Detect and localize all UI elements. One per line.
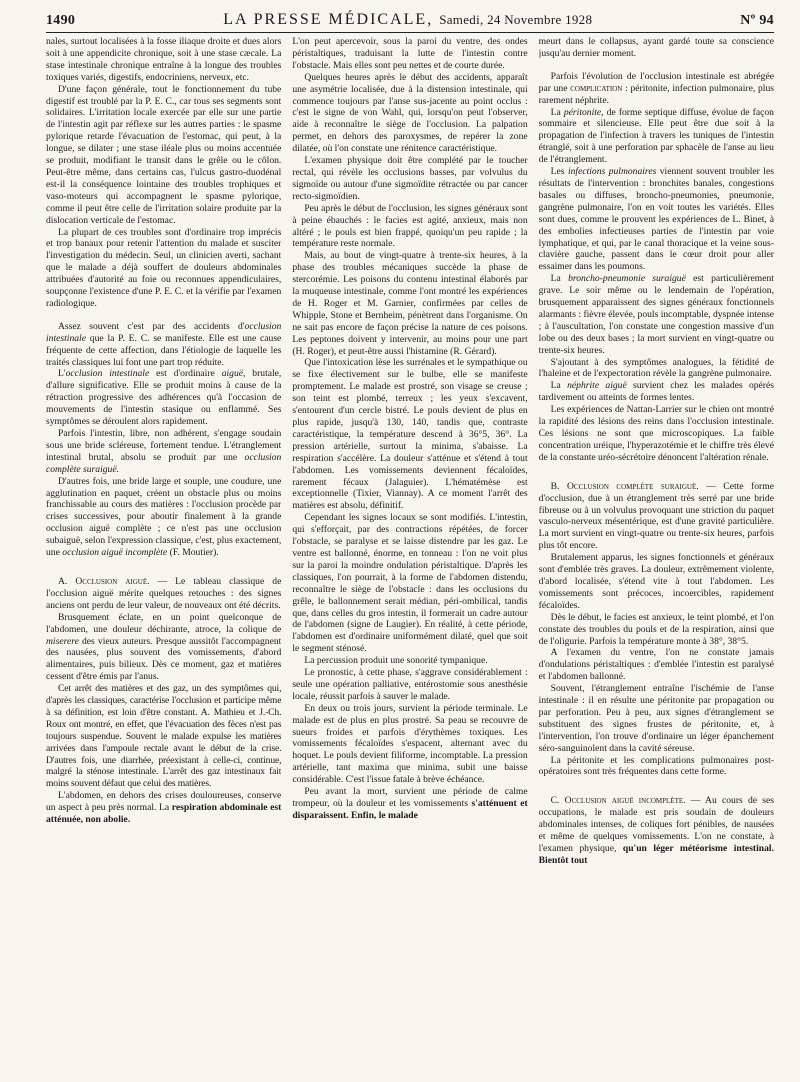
emphasis: occlusion intestinale (46, 320, 282, 344)
emphasis: occlusion intestinale (65, 368, 150, 380)
paragraph: Les expériences de Nattan-Larrier sur le chien ont montré la rapidité des lésions des reins dans l'occlusion intestinale. Ces lésions ne sont que microscopiques. La faible concentration uréique, l'hyperazotémie et le chiffre très élevé de la constante uréo-sécrétoire dénoncent l'altération rénale. (538, 404, 774, 463)
paragraph: D'une façon générale, tout le fonctionnement du tube digestif est troublé par la P. E. C., car tous ses segments sont solidaires. L'irritation locale exercée par elle sur une partie de l'intestin agit par réflexe sur les autres parties : le spasme pylorique retarde l'évacuation de l'estomac, qui peut, à la longue, se dilater ; une stase iléale plus ou moins accentuée se produit, modifiant le transit dans le grêle ou le côlon. Peut-être même, dans certains cas, l'ulcus gastro-duodénal est-il la conséquence lointaine des troubles trophiques et vaso-moteurs qui accompagnent le spasme pylorique, comme il peut être celle de l'irritation solaire produite par la dislocation verticale de l'estomac. (46, 83, 282, 226)
paragraph (46, 476, 281, 559)
section-a-intro (46, 576, 281, 612)
paragraph (539, 273, 774, 356)
paragraph: Mais, au bout de vingt-quatre à trente-six heures, à la phase des troubles mécaniques succède la phase de stercorémie. Les poisons du contenu intestinal élaborés par la muqueuse intestinale, comme l'ont montré les expériences de H. Roger et M. Garnier, confirmées par celles de Whipple, Stone et Bernheim, pénètrent dans l'organisme. On ne sait pas encore de façon précise la nature de ces poisons. Les peptones doivent y intervenir, au moins pour une part (H. Roger), et peut-être aussi l'histamine (R. Gérard). (292, 250, 528, 357)
text: est particulièrement grave. Le soir même ou le lendemain de l'opération, brusquement apparaissent des signes généraux fonctionnels alarmants : fièvre élevée, pouls incomptable, dyspnée intense ; à l'auscultation, l'on constate une congestion massive d'un lobe ou des deux bases ; la mort survient en vingt-quatre ou trente-six heures. (538, 273, 774, 356)
text: (F. Moutier). (167, 547, 219, 559)
paragraph (46, 428, 281, 476)
text: L' (58, 368, 66, 380)
text: survient chez les malades opérés tardivement ou atteints de formes lentes. (538, 380, 774, 404)
article-columns (46, 36, 774, 1078)
section-heading: A. Occlusion aiguë. (58, 575, 150, 587)
paragraph (292, 786, 527, 822)
text: Les (550, 166, 568, 178)
paragraph (539, 71, 774, 107)
paragraph: Brutalement apparus, les signes fonctionnels et généraux sont d'emblée très graves. La douleur, extrêmement violente, d'abord localisée, s'étend vite à tout l'abdomen. Les vomissements sont précoces, incoercibles, rapidement fécaloïdes. (538, 552, 774, 611)
journal-title-line (223, 11, 592, 32)
text: Peu avant la mort, survient une période de calme trompeur, où la douleur et les vomissements (292, 786, 528, 809)
emphasis: broncho-pneumonie suraiguë (568, 273, 686, 285)
paragraph (46, 612, 281, 683)
paragraph: S'ajoutant à des symptômes analogues, la fétidité de l'haleine et de l'expectoration révèle la gangrène pulmonaire. (538, 356, 774, 380)
text: Brusquement éclate, en un point quelconque de l'abdomen, une douleur déchirante, atroce, la colique de (46, 611, 282, 635)
running-header (46, 8, 774, 33)
text: — Au cours de ses occupations, le malade est pris soudain de douleurs abdominales intenses, de coliques fort pénibles, de nausées et même de quelques vomissements. L'on ne constate, à l'examen physique, (538, 795, 774, 854)
paragraph: Le pronostic, à cette phase, s'aggrave considérablement : seule une opération palliative, entérostomie sous anesthésie locale, réussit parfois à sauver le malade. (292, 667, 528, 702)
text: est d'ordinaire (149, 368, 222, 380)
emphasis: occlusion complète suraiguë. (46, 451, 282, 475)
section-heading: C. Occlusion aiguë incomplète. (550, 795, 686, 807)
paragraph (539, 166, 774, 273)
column-3 (539, 36, 774, 1078)
text: de forme septique diffuse, évolue de façon sommaire et silencieuse. Elle peut être due soit à la propagation de l'infection à travers les tuniques de l'intestin étranglé, soit à une perforation par sphacèle de l'anse au lieu de l'étranglement. (538, 106, 774, 166)
paragraph: L'examen physique doit être complété par le toucher rectal, qui révèle les occlusions basses, par volvulus du sigmoïde ou autour d'une sigmoïdite rétractée ou par cancer recto-sigmoïdien. (292, 155, 528, 202)
text: que la P. E. C. se manifeste. Elle est une cause fréquente de cette affection, dans l'étiologie de laquelle les traités classiques lui font une part trop réduite. (46, 332, 282, 368)
paragraph: L'on peut apercevoir, sous la paroi du ventre, des ondes péristaltiques, traduisant la lutte de l'intestin contre l'obstacle. Mais elles sont peu nettes et de courte durée. (292, 36, 528, 71)
text: D'autres fois, une bride large et souple, une coudure, une agglutination en paquet, créent un obstacle plus ou moins franchissable au cours des matières : l'occlusion procède par crises successives, pour aboutir finalement à la grande occlusion aiguë complète ; ce n'est pas une occlusion subaiguë, selon l'expression classique, c'est, plus exactement, une (46, 475, 282, 559)
bold-text: qu'un léger météorisme intestinal. Bientôt tout (538, 843, 774, 866)
emphasis: miserere (46, 635, 79, 647)
bold-text: respiration abdominale est atténuée, non abolie. (46, 802, 282, 826)
text: Assez souvent c'est par des accidents d' (58, 320, 245, 332)
paragraph: La plupart de ces troubles sont d'ordinaire trop imprécis et trop banaux pour retenir l'attention du malade et susciter l'investigation du médecin. Seul, un clinicien averti, sachant que le malade a déjà souffert de douleurs abdominales attribuées d'autorité au foie ou reconnues appendiculaires, soupçonne l'existence d'une P. E. C. et la vérifie par l'examen radiologique. (46, 226, 282, 309)
paragraph: La péritonite et les complications pulmonaires post-opératoires sont très fréquentes dans cette forme. (538, 754, 774, 778)
paragraph: Cet arrêt des matières et des gaz, un des symptômes qui, d'après les classiques, caractérise l'occlusion et participe même à sa définition, est loin d'être constant. A. Mathieu et J.-Ch. Roux ont montré, en effet, que l'évacuation des fèces n'est pas toujours suspendue. Souvent le malade expulse les matières arrivées dans l'ampoule rectale avant le début de la crise. D'autres fois, une diarrhée, préexistant à celle-ci, continue, malgré la sténose intestinale. L'arrêt des gaz intestinaux fait moins souvent défaut que celui des matières. (46, 683, 282, 790)
paragraph (46, 321, 281, 369)
section-c-intro (539, 795, 774, 866)
paragraph: Dès le début, le facies est anxieux, le teint plombé, et l'on constate des troubles du pouls et de la respiration, ainsi que de l'oligurie. Parfois la température monte à 38°, 38°5. (538, 611, 774, 647)
paragraph: Cependant les signes locaux se sont modifiés. L'intestin, qui s'efforçait, par des contractions répétées, de forcer l'obstacle, se paralyse et se laisse distendre par les gaz. Le ventre est ballonné, énorme, en tonneau : l'on ne voit plus sur la paroi la moindre ondulation péristaltique. D'après les classiques, l'on pourrait, à la forme de l'abdomen distendu, reconnaître le siège de l'obstacle : dans les occlusions du grêle, le ballonnement serait médian, péri-ombilical, tandis que, dans celles du gros intestin, il formerait un cadre autour de l'abdomen (signe de Laugier). En réalité, à cette période, l'abdomen est d'ordinaire uniformément dilaté, quel que soit le segment sténosé. (292, 512, 528, 655)
paragraph: A l'examen du ventre, l'on ne constate jamais d'ondulations péristaltiques : d'emblée l'intestin est paralysé et l'abdomen ballonné. (538, 647, 774, 683)
text: viennent souvent troubler les résultats de l'intervention : bronchites banales, congestions basales ou diffuses, broncho-pneumonies, pneumonie, gangrène pulmonaire, l'on en voit toutes les variétés. Elles sont dues, comme le prouvent les expériences de L. Binet, à des embolies infectieuses parties de l'intestin par voie lymphatique, et qui, par le canal thoracique et la veine sous-clavière gauche, passent dans le cœur droit pour aller essaimer dans les poumons. (538, 166, 774, 273)
section-b-intro (539, 481, 774, 552)
column-1 (46, 36, 281, 1078)
text: — Le tableau classique de l'occlusion aiguë mérite quelques retouches : des signes anciens ont perdu de leur valeur, de nouveaux ont été décrits. (46, 575, 282, 611)
text: La (550, 273, 569, 285)
paragraph: meurt dans le collapsus, ayant gardé toute sa conscience jusqu'au dernier moment. (538, 36, 774, 59)
paragraph: nales, surtout localisées à la fosse iliaque droite et dues alors soit à une appendicite chronique, soit à une stase cæcale. La stase intestinale chronique entraîne à la longue des troubles toxiques variés, digestifs, endocriniens, nerveux, etc. (46, 36, 282, 83)
paragraph (539, 107, 774, 167)
text: La (550, 106, 564, 118)
paragraph: Que l'intoxication lèse les surrénales et le sympathique ou se fixe électivement sur le bulbe, elle se manifeste promptement. Le malade est prostré, son visage se creuse ; son teint est plombé, terreux ; les yeux s'excavent, s'entourent d'un cercle bistré. Le pouls devient de plus en plus rapide, jusqu'à 130, 140, tandis que, contraste caractéristique, la température descend à 36°5, 36°. La pression artérielle, surtout la minima, s'abaisse. La respiration s'accélère. La douleur s'atténue et s'étend à tout l'abdomen. Les vomissements deviennent fécaloïdes, rarement fécaux (Jalaguier). L'hématémèse est exceptionnelle (Tixier, Viannay). A ce moment l'arrêt des matières est absolu, définitif. (292, 357, 528, 512)
issue-date: Samedi, 24 Novembre 1928 (439, 12, 593, 27)
text: La (550, 380, 568, 392)
paragraph: Souvent, l'étranglement entraîne l'ischémie de l'anse intestinale : il en résulte une péritonite par propagation ou par perforation. Peu à peu, aux signes d'étranglement se substituent des signes frustes de péritonite, et, à l'intervention, l'on trouve d'ordinaire un léger épanchement séro-sanguinolent dans la cavité séreuse. (538, 683, 774, 754)
text: Parfois l'intestin, libre, non adhérent, s'engage soudain sous une bride scléreuse, fortement tendue. L'étranglement intestinal brutal, absolu se produit par une (46, 428, 282, 463)
paragraph: En deux ou trois jours, survient la période terminale. Le malade est de plus en plus prostré. Sa peau se recouvre de sueurs froides et parfois d'érythèmes toxiques. Les vomissements fécaloïdes s'espacent, alternant avec du hoquet. Le pouls devient filiforme, incomptable. La pression artérielle, tant maxima que minima, subit une baisse considérable. C'est l'issue fatale à brève échéance. (292, 702, 528, 786)
page-number: 1490 (46, 13, 76, 28)
paragraph: La percussion produit une sonorité tympanique. (304, 655, 488, 667)
text: Parfois l'évolution de l'occlusion intestinale est abrégée par une (538, 70, 774, 94)
text: L'abdomen, en dehors des crises douloureuses, conserve un aspect à peu près normal. La (46, 790, 282, 814)
text: des vieux auteurs. Presque aussitôt l'accompagnent des nausées, plus souvent des vomissements, d'abord alimentaires, puis bilieux. Dès ce moment, gaz et matières cessent d'être émis par l'anus. (46, 635, 282, 683)
small-caps-text: complication (570, 82, 623, 94)
emphasis: péritonite, (563, 106, 604, 118)
paragraph (46, 368, 281, 428)
emphasis: infections pulmonaires (567, 166, 657, 178)
text: : péritonite, infection pulmonaire, plus rarement néphrite. (538, 82, 774, 106)
section-heading: B. Occlusion complète suraiguë. (550, 480, 699, 492)
issue-number: Nº 94 (740, 13, 774, 28)
text: — Cette forme d'occlusion, due à un étranglement très serré par une bride fibreuse ou à un volvulus provoquant une striction du paquet vasculo-nerveux mésentérique, est d'une gravité particulière. La mort survient en vingt-quatre ou trente-six heures, parfois plus tôt encore. (538, 480, 774, 552)
emphasis: occlusion aiguë incomplète (62, 547, 168, 559)
paragraph (539, 380, 774, 404)
text: brutale, d'allure significative. Elle se produit moins à cause de la rétraction progressive des adhérences qu'à l'occasion de mouvements de l'intestin stasique ou enflammé. Ses symptômes se déroulent alors rapidement. (46, 368, 282, 428)
paragraph (46, 790, 281, 826)
emphasis: néphrite aiguë (567, 380, 627, 392)
paragraph: Peu après le début de l'occlusion, les signes généraux sont à peine ébauchés : le facies est agité, anxieux, mais non altéré ; le pouls est bien frappé, quoiqu'un peu rapide ; la température reste normale. (292, 202, 528, 250)
column-2 (292, 36, 527, 1078)
emphasis: aiguë, (221, 368, 246, 380)
paragraph: Quelques heures après le début des accidents, apparaît une asymétrie localisée, due à la distension intestinale, qui commence toujours par l'anse sus-jacente au point occlus : c'est le signe de von Wahl, qui, lorsqu'on peut l'observer, aide à reconnaître le siège de l'occlusion. La palpation permet, en dehors des paroxysmes, de repérer la zone dilatée, où l'on constate une rénitence caractéristique. (292, 71, 528, 155)
bold-text: s'atténuent et disparaissent. Enfin, le malade (292, 798, 528, 821)
journal-name: LA PRESSE MÉDICALE, (223, 11, 434, 28)
